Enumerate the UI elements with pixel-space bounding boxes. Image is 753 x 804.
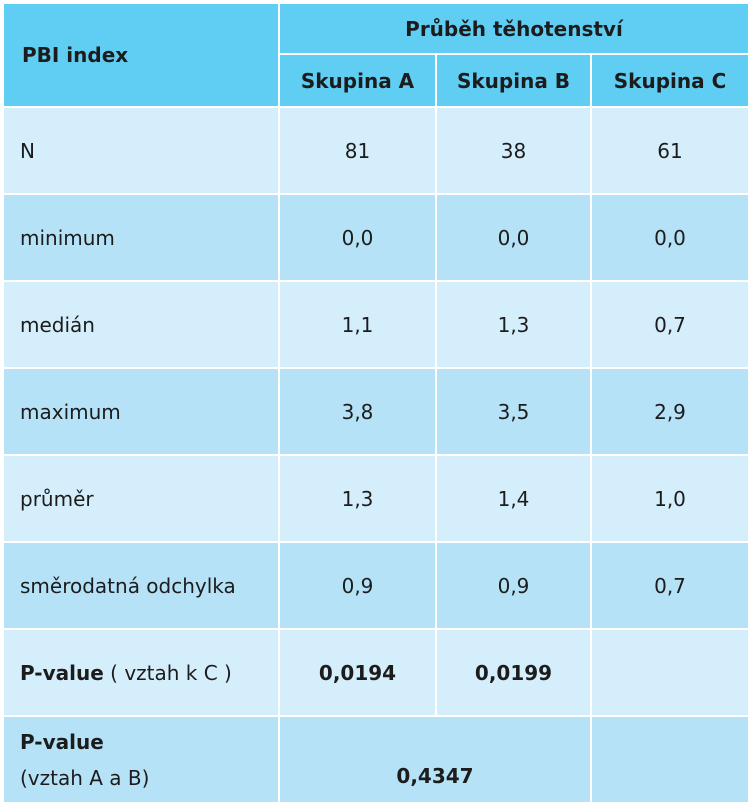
cell-value: 3,5 [436, 368, 591, 455]
table-row [3, 107, 749, 194]
pbi-index-table [2, 2, 750, 804]
group-header: Průběh těhotenství [279, 3, 749, 54]
table-row [3, 368, 749, 455]
cell-value: 0,0 [436, 194, 591, 281]
cell-value: 1,4 [436, 455, 591, 542]
cell-value: 81 [279, 107, 436, 194]
cell-value: 1,3 [436, 281, 591, 368]
column-header-b: Skupina B [436, 54, 591, 107]
row-label: minimum [3, 194, 279, 281]
table-row [3, 455, 749, 542]
pvalue-c-empty [591, 629, 749, 716]
pvalue-ab-empty [591, 716, 749, 803]
pvalue-c-label-bold: P-value [20, 660, 104, 685]
row-label: průměr [3, 455, 279, 542]
pvalue-c-row [3, 629, 749, 716]
pvalue-c-b: 0,0199 [436, 629, 591, 716]
cell-value: 0,9 [436, 542, 591, 629]
pvalue-ab-value: 0,4347 [279, 716, 591, 803]
cell-value: 0,0 [591, 194, 749, 281]
cell-value: 0,0 [279, 194, 436, 281]
cell-value: 61 [591, 107, 749, 194]
row-label: maximum [3, 368, 279, 455]
table-row [3, 542, 749, 629]
row-label: směrodatná odchylka [3, 542, 279, 629]
cell-value: 1,3 [279, 455, 436, 542]
cell-value: 0,7 [591, 281, 749, 368]
cell-value: 0,7 [591, 542, 749, 629]
row-label: N [3, 107, 279, 194]
column-header-c: Skupina C [591, 54, 749, 107]
row-label: medián [3, 281, 279, 368]
pvalue-ab-label-bold: P-value [20, 729, 104, 754]
cell-value: 0,9 [279, 542, 436, 629]
table-row [3, 194, 749, 281]
cell-value: 2,9 [591, 368, 749, 455]
row-header-label: PBI index [3, 3, 279, 107]
table-row [3, 281, 749, 368]
pvalue-c-label-rest: ( vztah k C ) [103, 660, 232, 685]
pvalue-ab-row [3, 716, 749, 803]
column-header-a: Skupina A [279, 54, 436, 107]
cell-value: 1,0 [591, 455, 749, 542]
pvalue-ab-label [3, 716, 279, 803]
pvalue-ab-label-rest: (vztah A a B) [20, 765, 150, 790]
cell-value: 1,1 [279, 281, 436, 368]
cell-value: 38 [436, 107, 591, 194]
cell-value: 3,8 [279, 368, 436, 455]
pvalue-c-a: 0,0194 [279, 629, 436, 716]
pvalue-c-label [3, 629, 279, 716]
